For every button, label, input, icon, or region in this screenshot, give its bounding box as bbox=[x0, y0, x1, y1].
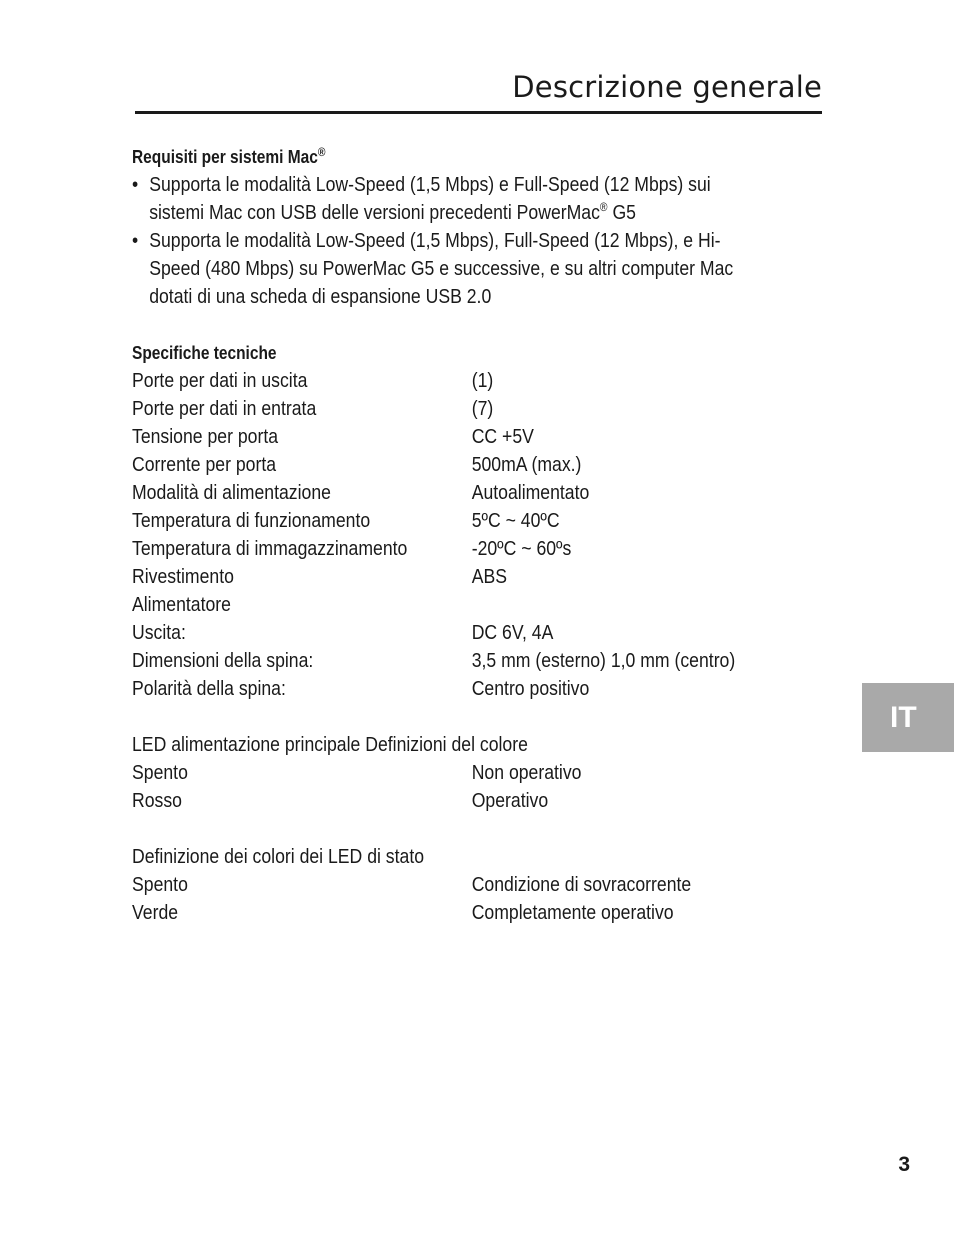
bullet-line: Speed (480 Mbps) su PowerMac G5 e successive, e su altri computer Mac bbox=[149, 257, 734, 280]
led-meaning: Operativo bbox=[471, 789, 549, 812]
spec-row bbox=[132, 395, 822, 423]
led-meaning: Completamente operativo bbox=[471, 901, 674, 924]
spacer bbox=[132, 311, 822, 339]
led-color: Spento bbox=[132, 761, 188, 784]
spacer bbox=[132, 815, 822, 843]
led-color: Spento bbox=[132, 873, 188, 896]
spec-row bbox=[132, 647, 822, 675]
bullet-text: sistemi Mac con USB delle versioni precedenti PowerMac bbox=[149, 201, 600, 224]
spec-value: Centro positivo bbox=[471, 677, 590, 700]
spec-label: Uscita: bbox=[132, 621, 186, 644]
spec-value: ABS bbox=[471, 565, 507, 588]
spec-row bbox=[132, 535, 822, 563]
spec-row bbox=[132, 591, 822, 619]
led-row bbox=[132, 787, 822, 815]
spec-row bbox=[132, 479, 822, 507]
spec-value: 500mA (max.) bbox=[471, 453, 582, 476]
spec-label: Porte per dati in uscita bbox=[132, 369, 308, 392]
led-color: Rosso bbox=[132, 789, 182, 812]
spec-label: Temperatura di immagazzinamento bbox=[132, 537, 408, 560]
power-led-heading: LED alimentazione principale Definizioni del colore bbox=[132, 733, 528, 756]
specs-table bbox=[132, 367, 822, 703]
spec-label: Alimentatore bbox=[132, 593, 231, 616]
spec-row bbox=[132, 507, 822, 535]
document-body bbox=[132, 143, 822, 927]
page-number: 3 bbox=[898, 1153, 910, 1176]
language-tab-label: IT bbox=[890, 700, 917, 734]
spec-row bbox=[132, 619, 822, 647]
spec-label: Corrente per porta bbox=[132, 453, 277, 476]
bullet-glyph: • bbox=[132, 173, 139, 196]
spec-value: -20ºC ~ 60ºs bbox=[471, 537, 572, 560]
specs-heading: Specifiche tecniche bbox=[132, 343, 277, 363]
bullet-line: Supporta le modalità Low-Speed (1,5 Mbps), Full-Speed (12 Mbps), e Hi- bbox=[149, 229, 721, 252]
spec-value: 5ºC ~ 40ºC bbox=[471, 509, 560, 532]
led-row bbox=[132, 871, 822, 899]
spec-row bbox=[132, 423, 822, 451]
mac-requirements-heading-text: Requisiti per sistemi Mac bbox=[132, 147, 318, 167]
spec-value: DC 6V, 4A bbox=[471, 621, 554, 644]
spacer bbox=[132, 703, 822, 731]
language-tab bbox=[862, 683, 954, 752]
spec-value: (1) bbox=[471, 369, 494, 392]
spec-label: Dimensioni della spina: bbox=[132, 649, 314, 672]
led-row bbox=[132, 899, 822, 927]
registered-mark: ® bbox=[599, 200, 608, 215]
spec-value: CC +5V bbox=[471, 425, 534, 448]
bullet-line: Supporta le modalità Low-Speed (1,5 Mbps) e Full-Speed (12 Mbps) sui bbox=[149, 173, 711, 196]
led-color: Verde bbox=[132, 901, 179, 924]
page-title: Descrizione generale bbox=[512, 70, 822, 104]
spec-row bbox=[132, 563, 822, 591]
spec-row bbox=[132, 367, 822, 395]
spec-value: Autoalimentato bbox=[471, 481, 590, 504]
spec-label: Temperatura di funzionamento bbox=[132, 509, 371, 532]
mac-requirements-heading bbox=[132, 143, 822, 171]
spec-label: Polarità della spina: bbox=[132, 677, 286, 700]
spec-label: Rivestimento bbox=[132, 565, 234, 588]
bullet-glyph: • bbox=[132, 229, 139, 252]
spec-label: Modalità di alimentazione bbox=[132, 481, 331, 504]
title-divider bbox=[135, 111, 822, 114]
led-row bbox=[132, 759, 822, 787]
mac-requirements-list bbox=[132, 171, 822, 311]
list-item bbox=[132, 171, 822, 227]
bullet-line bbox=[149, 199, 822, 227]
led-meaning: Non operativo bbox=[471, 761, 582, 784]
status-led-table bbox=[132, 871, 822, 927]
spec-row bbox=[132, 451, 822, 479]
status-led-heading: Definizione dei colori dei LED di stato bbox=[132, 845, 425, 868]
spec-value: 3,5 mm (esterno) 1,0 mm (centro) bbox=[471, 649, 736, 672]
spec-value: (7) bbox=[471, 397, 494, 420]
power-led-table bbox=[132, 759, 822, 815]
spec-row bbox=[132, 675, 822, 703]
spec-label: Porte per dati in entrata bbox=[132, 397, 317, 420]
bullet-line: dotati di una scheda di espansione USB 2.0 bbox=[149, 285, 492, 308]
led-meaning: Condizione di sovracorrente bbox=[471, 873, 692, 896]
bullet-text: G5 bbox=[607, 201, 636, 224]
registered-mark: ® bbox=[317, 145, 326, 159]
list-item bbox=[132, 227, 822, 311]
spec-label: Tensione per porta bbox=[132, 425, 279, 448]
